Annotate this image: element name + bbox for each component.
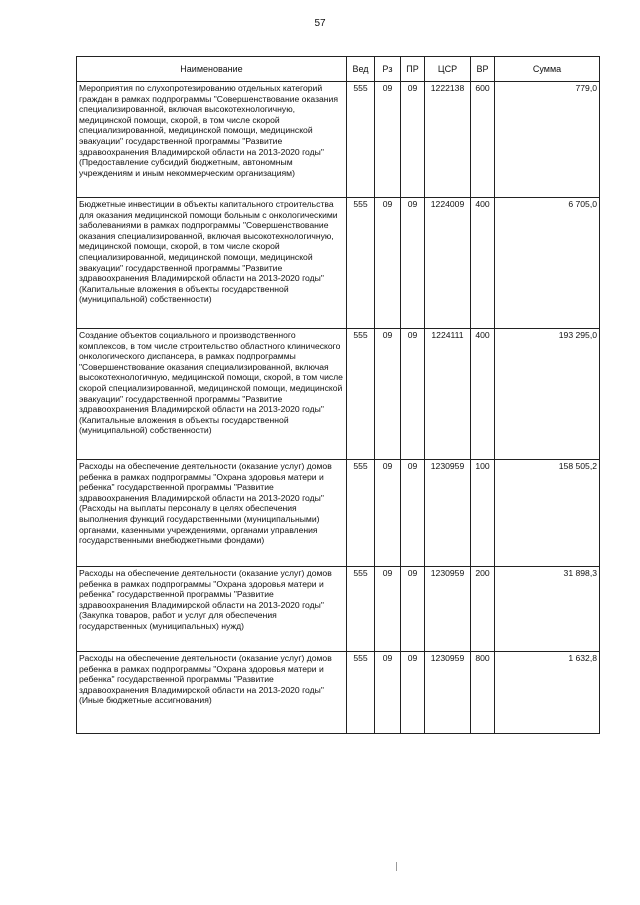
cell-vr: 800 [471, 652, 495, 734]
cell-ved: 555 [347, 652, 375, 734]
header-pr: ПР [401, 57, 425, 82]
cell-ved: 555 [347, 198, 375, 329]
header-csr: ЦСР [425, 57, 471, 82]
cell-rz: 09 [375, 652, 401, 734]
table-row [77, 460, 600, 567]
cell-rz: 09 [375, 198, 401, 329]
cell-name: Расходы на обеспечение деятельности (оказание услуг) домов ребенка в рамках подпрограммы "Охрана здоровья матери и ребенка" государственной программы "Развитие здравоохранения Владимирской области на 2013-2020 годы" (Расходы на выплаты персоналу в целях обеспечения выполнения функций государственными (муниципальными) органами, казенными учреждениями, органами управления государственными внебюджетными фондами) [77, 460, 347, 567]
header-sum: Сумма [495, 57, 600, 82]
cell-ved: 555 [347, 82, 375, 198]
cell-csr: 1230959 [425, 460, 471, 567]
cell-rz: 09 [375, 567, 401, 652]
table-row [77, 329, 600, 460]
table-header-row [77, 57, 600, 82]
cell-csr: 1230959 [425, 652, 471, 734]
cell-pr: 09 [401, 82, 425, 198]
header-vr: ВР [471, 57, 495, 82]
table-row [77, 567, 600, 652]
cell-name: Создание объектов социального и производственного комплексов, в том числе строительство областного клинического онкологического диспансера, в рамках подпрограммы "Совершенствование оказания специализированной, включая высокотехнологичную, медицинской помощи, скорой, в том числе скорой специализированной, медицинской помощи, медицинской эвакуации" государственной программы "Развитие здравоохранения Владимирской области на 2013-2020 годы" (Капитальные вложения в объекты государственной (муниципальной) собственности) [77, 329, 347, 460]
table-row [77, 82, 600, 198]
cell-ved: 555 [347, 329, 375, 460]
cell-sum: 31 898,3 [495, 567, 600, 652]
header-name: Наименование [77, 57, 347, 82]
table-row [77, 198, 600, 329]
cell-vr: 200 [471, 567, 495, 652]
cell-csr: 1224009 [425, 198, 471, 329]
header-ved: Вед [347, 57, 375, 82]
cell-sum: 779,0 [495, 82, 600, 198]
cell-rz: 09 [375, 82, 401, 198]
cell-sum: 193 295,0 [495, 329, 600, 460]
scan-speck [396, 862, 397, 871]
cell-vr: 400 [471, 329, 495, 460]
cell-pr: 09 [401, 460, 425, 567]
cell-name: Расходы на обеспечение деятельности (оказание услуг) домов ребенка в рамках подпрограммы "Охрана здоровья матери и ребенка" государственной программы "Развитие здравоохранения Владимирской области на 2013-2020 годы" (Закупка товаров, работ и услуг для обеспечения государственных (муниципальных) нужд) [77, 567, 347, 652]
cell-pr: 09 [401, 567, 425, 652]
cell-vr: 100 [471, 460, 495, 567]
cell-vr: 600 [471, 82, 495, 198]
cell-sum: 1 632,8 [495, 652, 600, 734]
cell-pr: 09 [401, 198, 425, 329]
cell-pr: 09 [401, 652, 425, 734]
cell-ved: 555 [347, 567, 375, 652]
cell-csr: 1222138 [425, 82, 471, 198]
cell-vr: 400 [471, 198, 495, 329]
header-rz: Рз [375, 57, 401, 82]
page-number: 57 [314, 18, 326, 29]
cell-csr: 1230959 [425, 567, 471, 652]
cell-rz: 09 [375, 329, 401, 460]
cell-sum: 6 705,0 [495, 198, 600, 329]
cell-ved: 555 [347, 460, 375, 567]
cell-csr: 1224111 [425, 329, 471, 460]
cell-sum: 158 505,2 [495, 460, 600, 567]
cell-pr: 09 [401, 329, 425, 460]
cell-name: Расходы на обеспечение деятельности (оказание услуг) домов ребенка в рамках подпрограммы "Охрана здоровья матери и ребенка" государственной программы "Развитие здравоохранения Владимирской области на 2013-2020 годы" (Иные бюджетные ассигнования) [77, 652, 347, 734]
table-row [77, 652, 600, 734]
cell-rz: 09 [375, 460, 401, 567]
cell-name: Мероприятия по слухопротезированию отдельных категорий граждан в рамках подпрограммы "Совершенствование оказания специализированной, включая высокотехнологичную, медицинской помощи, скорой, в том числе скорой специализированной, медицинской помощи, медицинской эвакуации" государственной программы "Развитие здравоохранения Владимирской области на 2013-2020 годы" (Предоставление субсидий бюджетным, автономным учреждениям и иным некоммерческим организациям) [77, 82, 347, 198]
budget-table [76, 56, 600, 734]
cell-name: Бюджетные инвестиции в объекты капитального строительства для оказания медицинской помощи больным с онкологическими заболеваниями в рамках подпрограммы "Совершенствование оказания специализированной, включая высокотехнологичную, медицинской помощи, скорой, в том числе скорой специализированной, медицинской помощи, медицинской эвакуации" государственной программы "Развитие здравоохранения Владимирской области на 2013-2020 годы" (Капитальные вложения в объекты государственной (муниципальной) собственности) [77, 198, 347, 329]
